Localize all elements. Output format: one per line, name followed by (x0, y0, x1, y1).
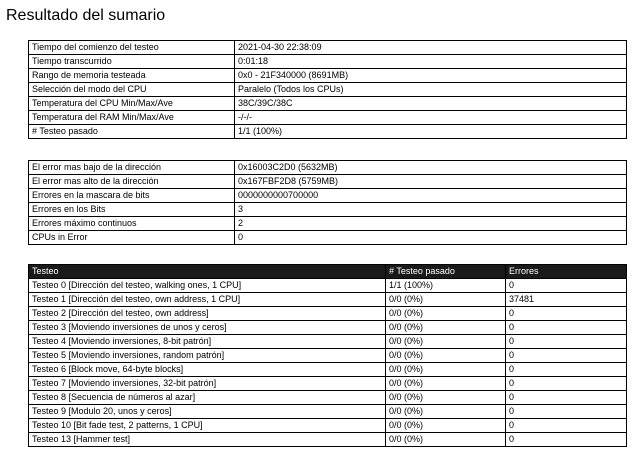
table-row (29, 231, 627, 245)
error-label: Errores en la mascara de bits (29, 189, 235, 203)
test-passed: 0/0 (0%) (386, 433, 506, 447)
tests-table (28, 264, 627, 447)
test-errors: 0 (506, 419, 627, 433)
test-passed: 0/0 (0%) (386, 335, 506, 349)
summary-value: 2021-04-30 22:38:09 (235, 41, 627, 55)
test-errors: 0 (506, 321, 627, 335)
table-row (29, 97, 627, 111)
table-row (29, 293, 627, 307)
table-row (29, 377, 627, 391)
table-row (29, 433, 627, 447)
table-row (29, 83, 627, 97)
test-errors: 0 (506, 405, 627, 419)
error-value: 0000000000700000 (235, 189, 627, 203)
summary-label: Temperatura del RAM Min/Max/Ave (29, 111, 235, 125)
error-value: 2 (235, 217, 627, 231)
table-row (29, 405, 627, 419)
header-testeo-pasado: # Testeo pasado (386, 265, 506, 279)
test-errors: 0 (506, 307, 627, 321)
error-label: Errores en los Bits (29, 203, 235, 217)
error-label: CPUs in Error (29, 231, 235, 245)
error-label: El error mas alto de la dirección (29, 175, 235, 189)
test-errors: 37481 (506, 293, 627, 307)
test-passed: 1/1 (100%) (386, 279, 506, 293)
test-errors: 0 (506, 433, 627, 447)
test-passed: 0/0 (0%) (386, 419, 506, 433)
test-name: Testeo 13 [Hammer test] (29, 433, 386, 447)
table-row (29, 111, 627, 125)
test-passed: 0/0 (0%) (386, 293, 506, 307)
test-name: Testeo 10 [Bit fade test, 2 patterns, 1 CPU] (29, 419, 386, 433)
test-errors: 0 (506, 377, 627, 391)
test-passed: 0/0 (0%) (386, 405, 506, 419)
error-label: El error mas bajo de la dirección (29, 161, 235, 175)
summary-label: Selección del modo del CPU (29, 83, 235, 97)
test-name: Testeo 0 [Dirección del testeo, walking ones, 1 CPU] (29, 279, 386, 293)
test-name: Testeo 4 [Moviendo inversiones, 8-bit patrón] (29, 335, 386, 349)
table-row (29, 189, 627, 203)
test-passed: 0/0 (0%) (386, 391, 506, 405)
table-row (29, 69, 627, 83)
table-row (29, 307, 627, 321)
test-passed: 0/0 (0%) (386, 349, 506, 363)
table-row (29, 203, 627, 217)
test-passed: 0/0 (0%) (386, 307, 506, 321)
header-testeo: Testeo (29, 265, 386, 279)
test-name: Testeo 6 [Block move, 64-byte blocks] (29, 363, 386, 377)
test-name: Testeo 2 [Dirección del testeo, own address] (29, 307, 386, 321)
summary-table (28, 40, 627, 139)
summary-value: 0:01:18 (235, 55, 627, 69)
summary-value: 38C/39C/38C (235, 97, 627, 111)
table-row (29, 55, 627, 69)
summary-value: Paralelo (Todos los CPUs) (235, 83, 627, 97)
test-errors: 0 (506, 391, 627, 405)
error-value: 3 (235, 203, 627, 217)
test-passed: 0/0 (0%) (386, 363, 506, 377)
error-value: 0x16003C2D0 (5632MB) (235, 161, 627, 175)
test-passed: 0/0 (0%) (386, 377, 506, 391)
test-errors: 0 (506, 363, 627, 377)
summary-value: -/-/- (235, 111, 627, 125)
table-row (29, 321, 627, 335)
table-row (29, 217, 627, 231)
error-value: 0 (235, 231, 627, 245)
test-name: Testeo 8 [Secuencia de números al azar] (29, 391, 386, 405)
header-errores: Errores (506, 265, 627, 279)
summary-value: 1/1 (100%) (235, 125, 627, 139)
test-errors: 0 (506, 279, 627, 293)
summary-label: Tiempo del comienzo del testeo (29, 41, 235, 55)
table-header-row (29, 265, 627, 279)
table-row (29, 161, 627, 175)
test-name: Testeo 7 [Moviendo inversiones, 32-bit patrón] (29, 377, 386, 391)
summary-value: 0x0 - 21F340000 (8691MB) (235, 69, 627, 83)
table-row (29, 41, 627, 55)
test-passed: 0/0 (0%) (386, 321, 506, 335)
errors-summary-table (28, 160, 627, 245)
table-row (29, 125, 627, 139)
test-errors: 0 (506, 349, 627, 363)
summary-label: Tiempo transcurrido (29, 55, 235, 69)
page-title: Resultado del sumario (6, 7, 166, 24)
error-value: 0x167FBF2D8 (5759MB) (235, 175, 627, 189)
table-row (29, 279, 627, 293)
summary-label: Temperatura del CPU Min/Max/Ave (29, 97, 235, 111)
test-errors: 0 (506, 335, 627, 349)
table-row (29, 363, 627, 377)
table-row (29, 349, 627, 363)
table-row (29, 391, 627, 405)
summary-label: # Testeo pasado (29, 125, 235, 139)
error-label: Errores máximo continuos (29, 217, 235, 231)
table-row (29, 175, 627, 189)
table-row (29, 419, 627, 433)
test-name: Testeo 9 [Modulo 20, unos y ceros] (29, 405, 386, 419)
table-row (29, 335, 627, 349)
test-name: Testeo 1 [Dirección del testeo, own address, 1 CPU] (29, 293, 386, 307)
test-name: Testeo 5 [Moviendo inversiones, random patrón] (29, 349, 386, 363)
summary-label: Rango de memoria testeada (29, 69, 235, 83)
test-name: Testeo 3 [Moviendo inversiones de unos y ceros] (29, 321, 386, 335)
